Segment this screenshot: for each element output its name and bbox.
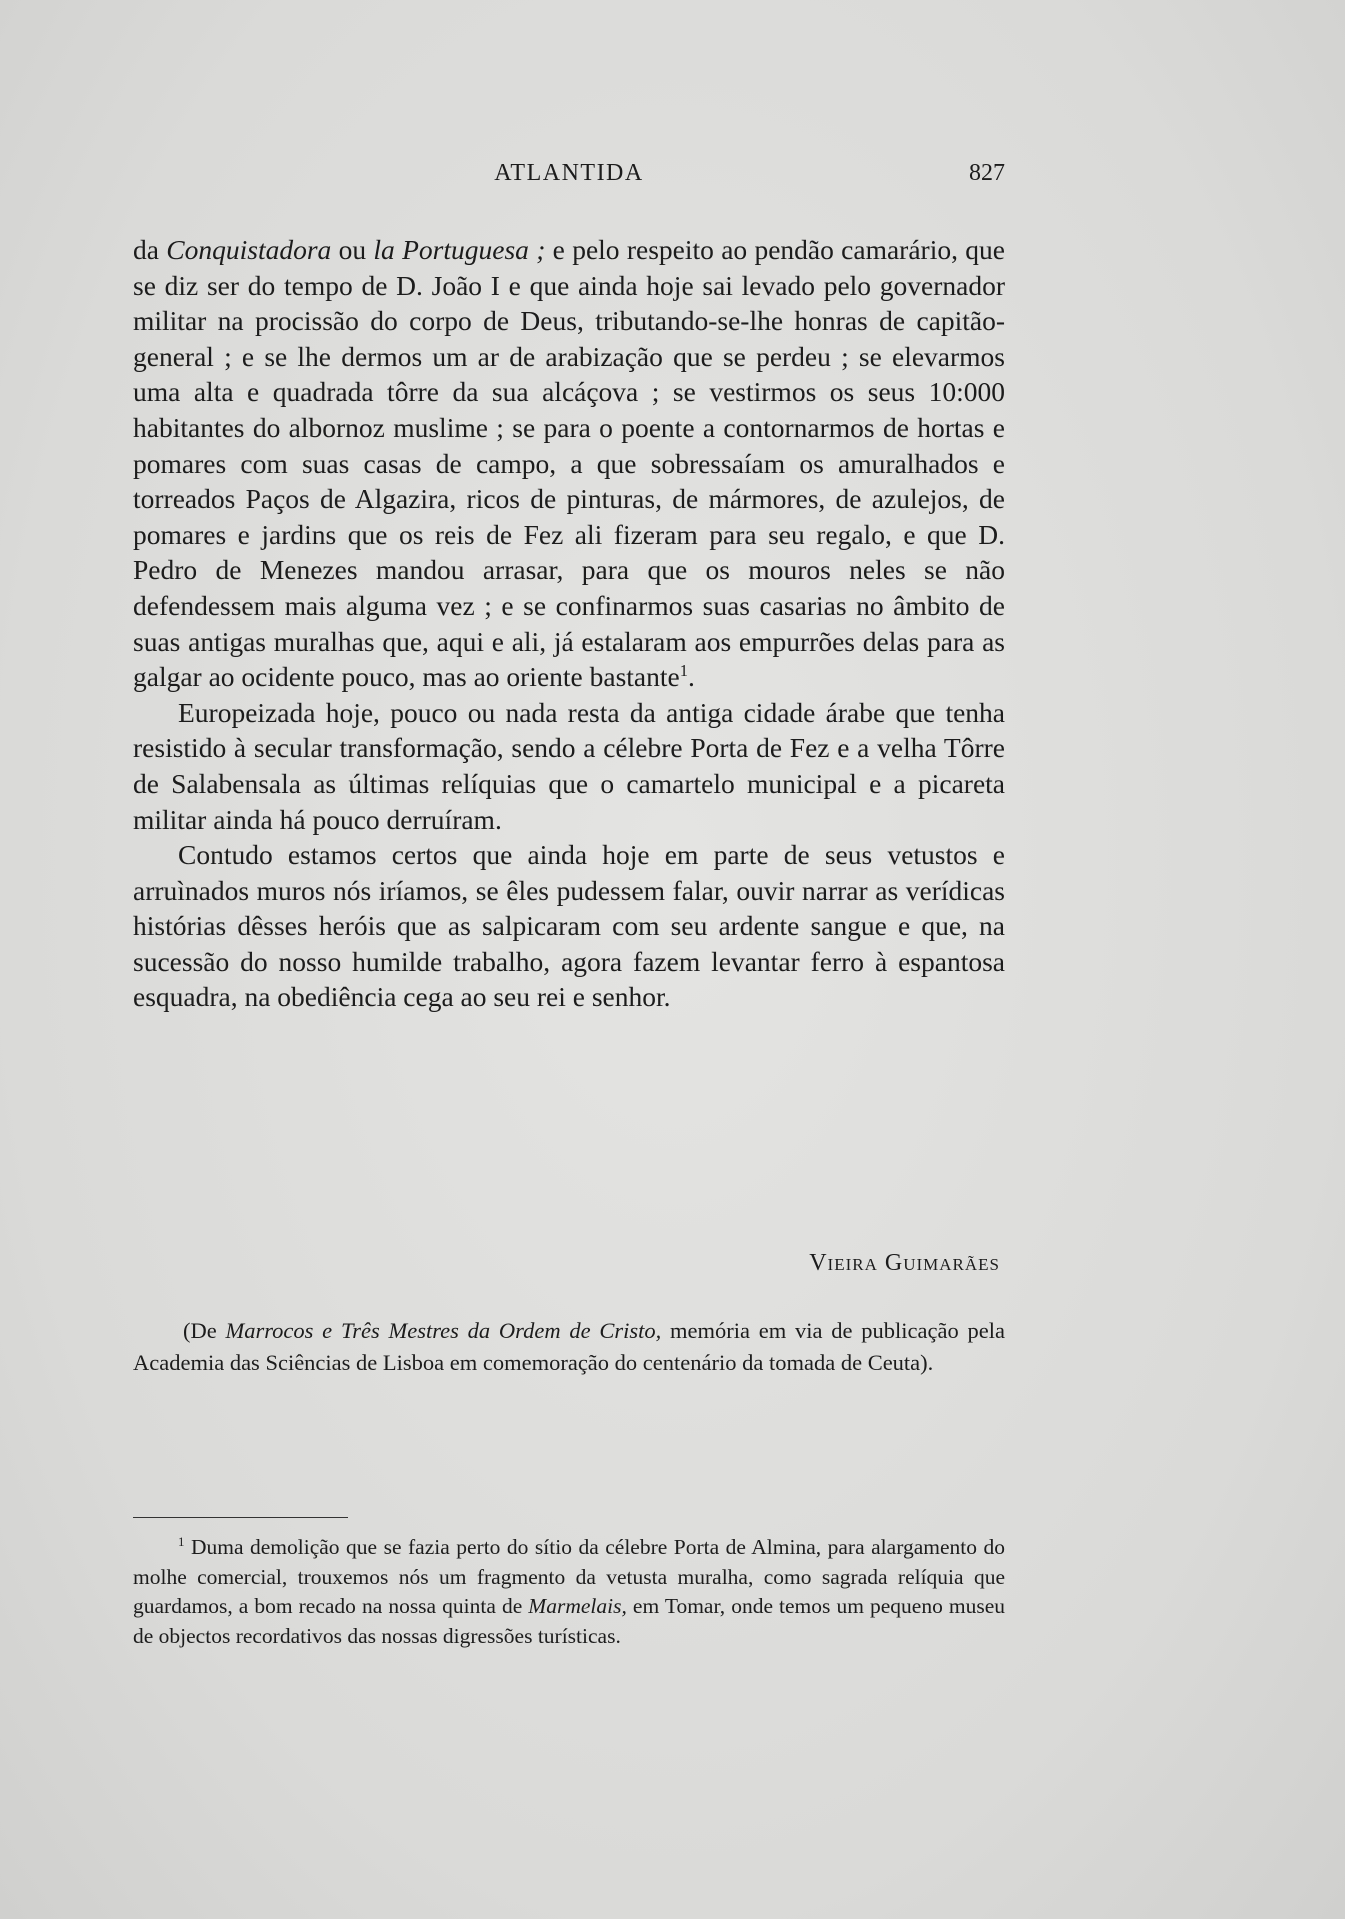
source-note-text-b: memória em via de publicação pela Academia das Sciências de Lisboa em comemoração do centenário da tomada de Ceuta). — [133, 1318, 1005, 1375]
italic-title-portuguesa: la Portuguesa ; — [373, 234, 546, 265]
paragraph-1 — [133, 232, 1005, 695]
footnote-marker: 1 — [178, 1534, 185, 1549]
body-text — [133, 232, 1005, 1015]
paragraph-3: Contudo estamos certos que ainda hoje em parte de seus vetustos e arruìnados muros nós iríamos, se êles pudessem falar, ouvir narrar as verídicas histórias dêsses heróis que as salpicaram com seu ardente sangue e que, na sucessão do nosso humilde trabalho, agora fazem levantar ferro à espantosa esquadra, na obediência cega ao seu rei e senhor. — [133, 839, 1005, 1013]
footnote-text-a: Duma demolição que se fazia perto do sítio da célebre Porta de Almina, para alargamento do molhe comercial, trouxemos nós um fragmento da vetusta muralha, como sagrada relíquia que guardamos, a bom recado na nossa quinta de — [133, 1535, 1005, 1619]
source-note-paragraph — [133, 1315, 1005, 1378]
footnote-divider — [133, 1517, 348, 1518]
footnote-reference: 1 — [679, 660, 688, 680]
source-note — [133, 1315, 1005, 1378]
page-number: 827 — [969, 160, 1005, 186]
paragraph-1-text-b: ou — [331, 234, 374, 265]
paragraph-1-text-d: . — [687, 661, 695, 693]
paragraph-2: Europeizada hoje, pouco ou nada resta da antiga cidade árabe que tenha resistido à secular transformação, sendo a célebre Porta de Fez e a velha Tôrre de Salabensala as últimas relíquias que o camartelo municipal e a picareta militar ainda há pouco derruíram. — [133, 696, 1005, 835]
footnote-text-b: em Tomar, onde temos um pequeno museu de objectos recordativos das nossas digressões turísticas. — [133, 1594, 1005, 1648]
author-signature: Vieira Guimarães — [809, 1250, 1000, 1276]
running-head — [133, 160, 1005, 200]
source-note-text-a: (De — [183, 1318, 226, 1343]
paragraph-1-text-a: da — [133, 234, 167, 265]
footnote-place-name: Marmelais, — [528, 1594, 627, 1619]
footnote — [133, 1533, 1005, 1651]
source-note-book-title: Marrocos e Três Mestres da Ordem de Cristo, — [225, 1318, 662, 1343]
paragraph-1-text-c: e pelo respeito ao pendão camarário, que se diz ser do tempo de D. João I e que ainda hoje sai levado pelo governador militar na procissão do corpo de Deus, tributando-se-lhe honras de capitão-general ; e se lhe dermos um ar de arabização que se perdeu ; se elevarmos uma alta e quadrada tôrre da sua alcáçova ; se vestirmos os seus 10:000 habitantes do albornoz muslime ; se para o poente a contornarmos de hortas e pomares com suas casas de campo, a que sobressaíam os amuralhados e torreados Paços de Algazira, ricos de pinturas, de mármores, de azulejos, de pomares e jardins que os reis de Fez ali fizeram para seu regalo, e que D. Pedro de Menezes mandou arrasar, para que os mouros neles se não defendessem mais alguma vez ; e se confinarmos suas casarias no âmbito de suas antigas muralhas que, aqui e ali, já estalaram aos empurrões delas para as galgar ao ocidente pouco, mas ao oriente bastante — [133, 234, 1005, 693]
italic-title-conquistadora: Conquistadora — [166, 234, 332, 265]
footnote-paragraph — [133, 1533, 1005, 1651]
running-title: ATLANTIDA — [494, 160, 644, 186]
